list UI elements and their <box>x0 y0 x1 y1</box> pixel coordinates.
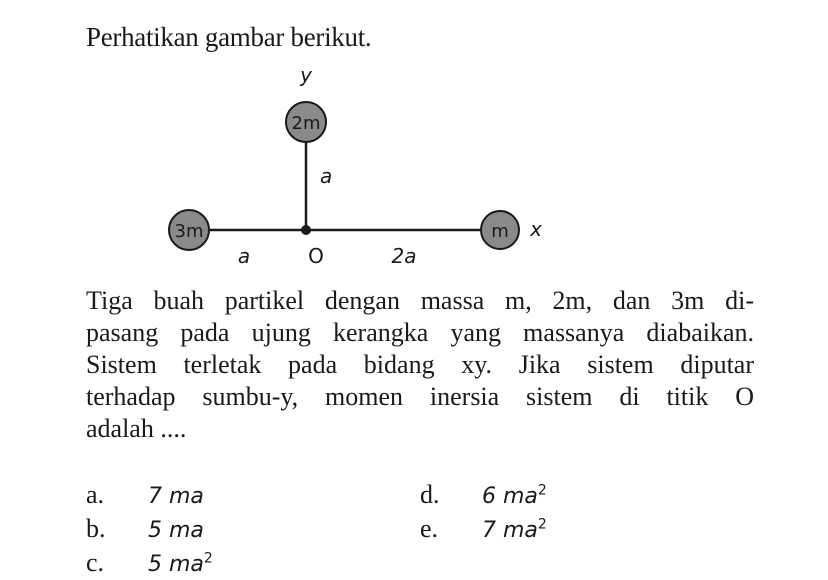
option-value: 7 ma <box>148 484 204 510</box>
question-line: Tiga buah partikel dengan massa m, 2m, dan 3m di- <box>86 286 754 315</box>
option-c[interactable] <box>86 544 213 580</box>
mass-top <box>286 102 326 142</box>
option-letter: c. <box>86 548 105 578</box>
segment-right-label: 2a <box>391 244 417 268</box>
option-letter: a. <box>86 480 105 510</box>
segment-up-label: a <box>320 164 333 188</box>
axis-x-label: x <box>530 217 542 241</box>
mass-right-label: m <box>491 221 509 242</box>
option-value: 7 $ma^2$ <box>482 517 547 544</box>
question-line: pasang pada ujung kerangka yang massanya diabaikan. <box>86 318 754 347</box>
option-value: 5 $ma^2$ <box>148 551 213 578</box>
question-line: adalah .... <box>86 414 187 443</box>
origin-label: O <box>308 244 324 268</box>
question-line: terhadap sumbu-y, momen inersia sistem di titik O <box>86 382 754 411</box>
option-letter: b. <box>86 514 106 544</box>
option-a[interactable] <box>86 476 204 512</box>
origin-point <box>301 225 311 235</box>
option-value: 6 $ma^2$ <box>482 483 547 510</box>
axis-y-label: y <box>300 63 312 87</box>
option-b[interactable] <box>86 510 204 546</box>
option-letter: d. <box>420 480 440 510</box>
moment-of-inertia-diagram <box>0 0 828 285</box>
question-text <box>86 285 754 445</box>
option-value: 5 ma <box>148 518 204 544</box>
page-heading: Perhatikan gambar berikut. <box>86 22 372 52</box>
mass-right <box>481 211 519 249</box>
mass-left <box>169 210 209 250</box>
mass-top-label: 2m <box>291 113 321 134</box>
option-e[interactable] <box>420 510 547 546</box>
option-letter: e. <box>420 514 439 544</box>
segment-left-label: a <box>237 244 251 268</box>
option-d[interactable] <box>420 476 547 512</box>
mass-left-label: 3m <box>174 221 204 242</box>
question-line: Sistem terletak pada bidang xy. Jika sistem diputar <box>86 350 754 379</box>
